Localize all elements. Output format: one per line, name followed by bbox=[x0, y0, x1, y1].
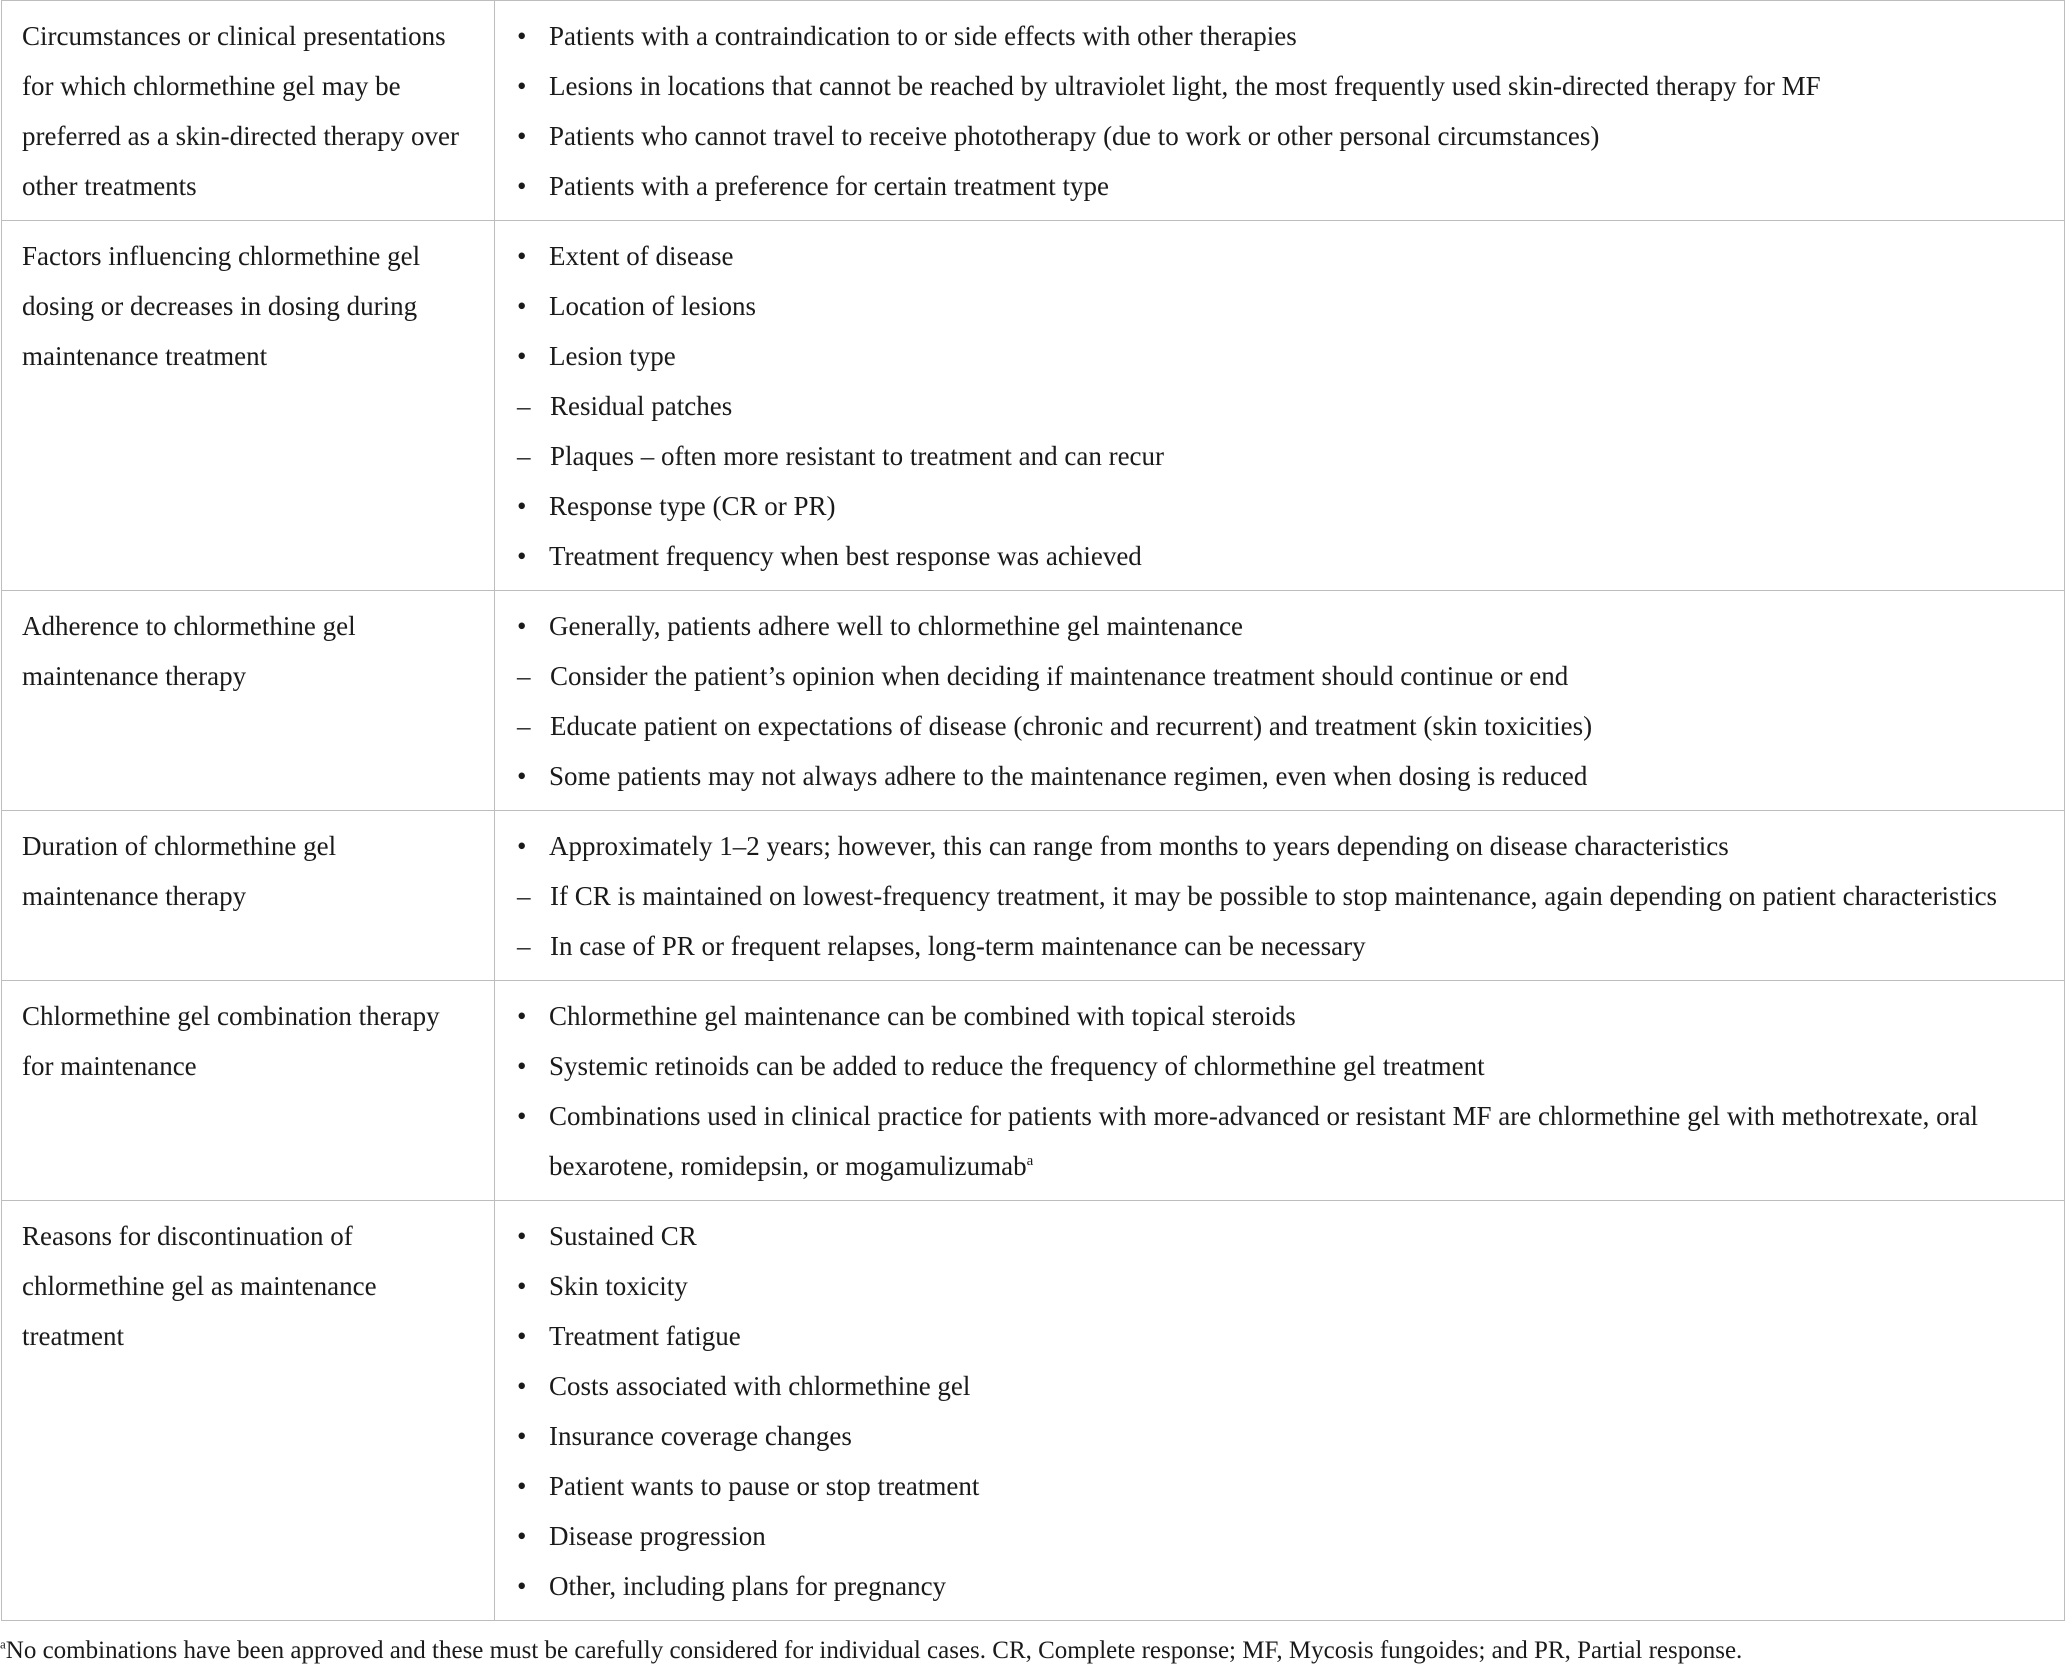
bullet-item bbox=[517, 1091, 2044, 1191]
dash-marker: – bbox=[517, 931, 531, 961]
row-label: Factors influencing chlormethine gel dosing or decreases in dosing during maintenance treatment bbox=[22, 241, 421, 371]
row-label-cell bbox=[2, 221, 495, 591]
bullet-item bbox=[517, 531, 2044, 581]
dash-marker: – bbox=[517, 881, 531, 911]
item-text-content: Other, including plans for pregnancy bbox=[549, 1571, 947, 1601]
item-text-content: Plaques – often more resistant to treatment and can recur bbox=[550, 441, 1165, 471]
row-label: Circumstances or clinical presentations for which chlormethine gel may be preferred as a skin-directed therapy over other treatments bbox=[22, 21, 460, 201]
bullet-marker: • bbox=[517, 1101, 527, 1131]
bullet-item bbox=[517, 161, 2044, 211]
item-text-content: If CR is maintained on lowest-frequency treatment, it may be possible to stop maintenance, again depending on patient characteristics bbox=[550, 881, 1998, 911]
item-text-content: In case of PR or frequent relapses, long-term maintenance can be necessary bbox=[550, 931, 1366, 961]
sub-item bbox=[517, 381, 2044, 431]
item-text bbox=[549, 531, 2044, 581]
item-text bbox=[549, 991, 2044, 1041]
bullet-marker: • bbox=[517, 341, 527, 371]
bullet-marker: • bbox=[517, 831, 527, 861]
bullet-marker: • bbox=[517, 1271, 527, 1301]
item-text bbox=[549, 1311, 2044, 1361]
sub-item bbox=[517, 431, 2044, 481]
bullet-item bbox=[517, 1411, 2044, 1461]
item-text bbox=[549, 751, 2044, 801]
dash-marker: – bbox=[517, 661, 531, 691]
item-text-content: Consider the patient’s opinion when deciding if maintenance treatment should continue or end bbox=[550, 661, 1569, 691]
bullet-item bbox=[517, 991, 2044, 1041]
bullet-marker: • bbox=[517, 1001, 527, 1031]
bullet-marker: • bbox=[517, 241, 527, 271]
item-text bbox=[550, 381, 2044, 431]
bullet-item bbox=[517, 331, 2044, 381]
item-text bbox=[549, 231, 2044, 281]
item-text-content: Lesions in locations that cannot be reached by ultraviolet light, the most frequently used skin-directed therapy for MF bbox=[549, 71, 1821, 101]
sub-item bbox=[517, 871, 2044, 921]
row-content-cell bbox=[495, 591, 2065, 811]
item-text-content: Educate patient on expectations of disease (chronic and recurrent) and treatment (skin toxicities) bbox=[550, 711, 1593, 741]
item-text-content: Treatment fatigue bbox=[549, 1321, 741, 1351]
item-text bbox=[549, 1411, 2044, 1461]
bullet-item bbox=[517, 281, 2044, 331]
table-row bbox=[2, 591, 2065, 811]
row-content-cell bbox=[495, 811, 2065, 981]
table-row bbox=[2, 1, 2065, 221]
bullet-marker: • bbox=[517, 21, 527, 51]
item-text-content: Patients who cannot travel to receive phototherapy (due to work or other personal circumstances) bbox=[549, 121, 1600, 151]
item-text-content: Patient wants to pause or stop treatment bbox=[549, 1471, 980, 1501]
item-text-content: Costs associated with chlormethine gel bbox=[549, 1371, 971, 1401]
bullet-marker: • bbox=[517, 1421, 527, 1451]
bullet-item bbox=[517, 821, 2044, 871]
item-text-content: Combinations used in clinical practice for patients with more-advanced or resistant MF are chlormethine gel with methotrexate, oral bexarotene, romidepsin, or mogamulizumab bbox=[549, 1101, 1979, 1181]
table-row bbox=[2, 981, 2065, 1201]
item-text-content: Some patients may not always adhere to the maintenance regimen, even when dosing is reduced bbox=[549, 761, 1588, 791]
item-text-content: Patients with a contraindication to or side effects with other therapies bbox=[549, 21, 1297, 51]
dash-marker: – bbox=[517, 391, 531, 421]
maintenance-table bbox=[1, 0, 2065, 1621]
item-text-content: Approximately 1–2 years; however, this can range from months to years depending on disease characteristics bbox=[549, 831, 1729, 861]
item-text-content: Extent of disease bbox=[549, 241, 734, 271]
bullet-marker: • bbox=[517, 171, 527, 201]
item-text-content: Residual patches bbox=[550, 391, 733, 421]
bullet-marker: • bbox=[517, 1051, 527, 1081]
sub-item bbox=[517, 651, 2044, 701]
item-text-content: Skin toxicity bbox=[549, 1271, 688, 1301]
item-text bbox=[549, 1461, 2044, 1511]
item-text-content: Lesion type bbox=[549, 341, 676, 371]
bullet-marker: • bbox=[517, 611, 527, 641]
bullet-marker: • bbox=[517, 541, 527, 571]
bullet-item bbox=[517, 1311, 2044, 1361]
bullet-item bbox=[517, 751, 2044, 801]
bullet-marker: • bbox=[517, 121, 527, 151]
item-text bbox=[549, 331, 2044, 381]
item-text bbox=[550, 431, 2044, 481]
item-text bbox=[549, 1261, 2044, 1311]
item-text bbox=[549, 1041, 2044, 1091]
row-content-cell bbox=[495, 1201, 2065, 1621]
dash-marker: – bbox=[517, 441, 531, 471]
item-text bbox=[550, 651, 2044, 701]
bullet-item bbox=[517, 1041, 2044, 1091]
bullet-item bbox=[517, 11, 2044, 61]
bullet-marker: • bbox=[517, 1571, 527, 1601]
item-text bbox=[549, 1561, 2044, 1611]
table-body bbox=[2, 1, 2065, 1621]
item-text-content: Sustained CR bbox=[549, 1221, 697, 1251]
item-text-content: Patients with a preference for certain treatment type bbox=[549, 171, 1109, 201]
bullet-marker: • bbox=[517, 1321, 527, 1351]
bullet-item bbox=[517, 1361, 2044, 1411]
item-text-content: Generally, patients adhere well to chlormethine gel maintenance bbox=[549, 611, 1243, 641]
row-label-cell bbox=[2, 591, 495, 811]
item-text bbox=[549, 111, 2044, 161]
bullet-item bbox=[517, 231, 2044, 281]
row-content-cell bbox=[495, 981, 2065, 1201]
item-text-content: Insurance coverage changes bbox=[549, 1421, 852, 1451]
item-text bbox=[550, 701, 2044, 751]
bullet-item bbox=[517, 111, 2044, 161]
row-content-cell bbox=[495, 221, 2065, 591]
bullet-item bbox=[517, 1261, 2044, 1311]
row-label-cell bbox=[2, 981, 495, 1201]
row-content-cell bbox=[495, 1, 2065, 221]
item-text bbox=[549, 601, 2044, 651]
sub-item bbox=[517, 921, 2044, 971]
bullet-item bbox=[517, 601, 2044, 651]
item-text bbox=[549, 11, 2044, 61]
row-label-cell bbox=[2, 1201, 495, 1621]
item-text-content: Treatment frequency when best response was achieved bbox=[549, 541, 1142, 571]
bullet-marker: • bbox=[517, 1471, 527, 1501]
row-label: Reasons for discontinuation of chlormethine gel as maintenance treatment bbox=[22, 1221, 377, 1351]
bullet-item bbox=[517, 1561, 2044, 1611]
item-text bbox=[549, 1091, 2044, 1191]
item-text-content: Location of lesions bbox=[549, 291, 756, 321]
row-label: Adherence to chlormethine gel maintenance therapy bbox=[22, 611, 356, 691]
row-label-cell bbox=[2, 811, 495, 981]
item-text bbox=[549, 61, 2044, 111]
item-text bbox=[549, 1511, 2044, 1561]
item-text bbox=[549, 281, 2044, 331]
row-label-cell bbox=[2, 1, 495, 221]
bullet-item bbox=[517, 1211, 2044, 1261]
item-text-content: Response type (CR or PR) bbox=[549, 491, 836, 521]
bullet-marker: • bbox=[517, 1521, 527, 1551]
bullet-marker: • bbox=[517, 71, 527, 101]
item-text-content: Chlormethine gel maintenance can be combined with topical steroids bbox=[549, 1001, 1296, 1031]
bullet-marker: • bbox=[517, 1371, 527, 1401]
table-row bbox=[2, 221, 2065, 591]
footnote-reference: a bbox=[1026, 1153, 1034, 1169]
item-text bbox=[549, 821, 2044, 871]
footnote-text: No combinations have been approved and these must be carefully considered for individual cases. CR, Complete response; MF, Mycosis fungoides; and PR, Partial response. bbox=[5, 1637, 1743, 1664]
item-text bbox=[550, 881, 1997, 911]
item-text-content: Systemic retinoids can be added to reduce the frequency of chlormethine gel treatment bbox=[549, 1051, 1485, 1081]
bullet-marker: • bbox=[517, 761, 527, 791]
row-label: Chlormethine gel combination therapy for maintenance bbox=[22, 1001, 440, 1081]
table-row bbox=[2, 811, 2065, 981]
item-text-content: Disease progression bbox=[549, 1521, 766, 1551]
item-text bbox=[549, 1361, 2044, 1411]
table-footnote bbox=[0, 1621, 2067, 1669]
bullet-item bbox=[517, 61, 2044, 111]
sub-item bbox=[517, 701, 2044, 751]
item-text bbox=[549, 161, 2044, 211]
dash-marker: – bbox=[517, 711, 531, 741]
table-row bbox=[2, 1201, 2065, 1621]
item-text bbox=[549, 481, 2044, 531]
bullet-marker: • bbox=[517, 1221, 527, 1251]
bullet-marker: • bbox=[517, 491, 527, 521]
bullet-item bbox=[517, 1461, 2044, 1511]
bullet-item bbox=[517, 481, 2044, 531]
item-text bbox=[550, 921, 2044, 971]
bullet-marker: • bbox=[517, 291, 527, 321]
footnote-marker: a bbox=[0, 1636, 6, 1652]
bullet-item bbox=[517, 1511, 2044, 1561]
row-label: Duration of chlormethine gel maintenance therapy bbox=[22, 831, 337, 911]
item-text bbox=[549, 1211, 2044, 1261]
